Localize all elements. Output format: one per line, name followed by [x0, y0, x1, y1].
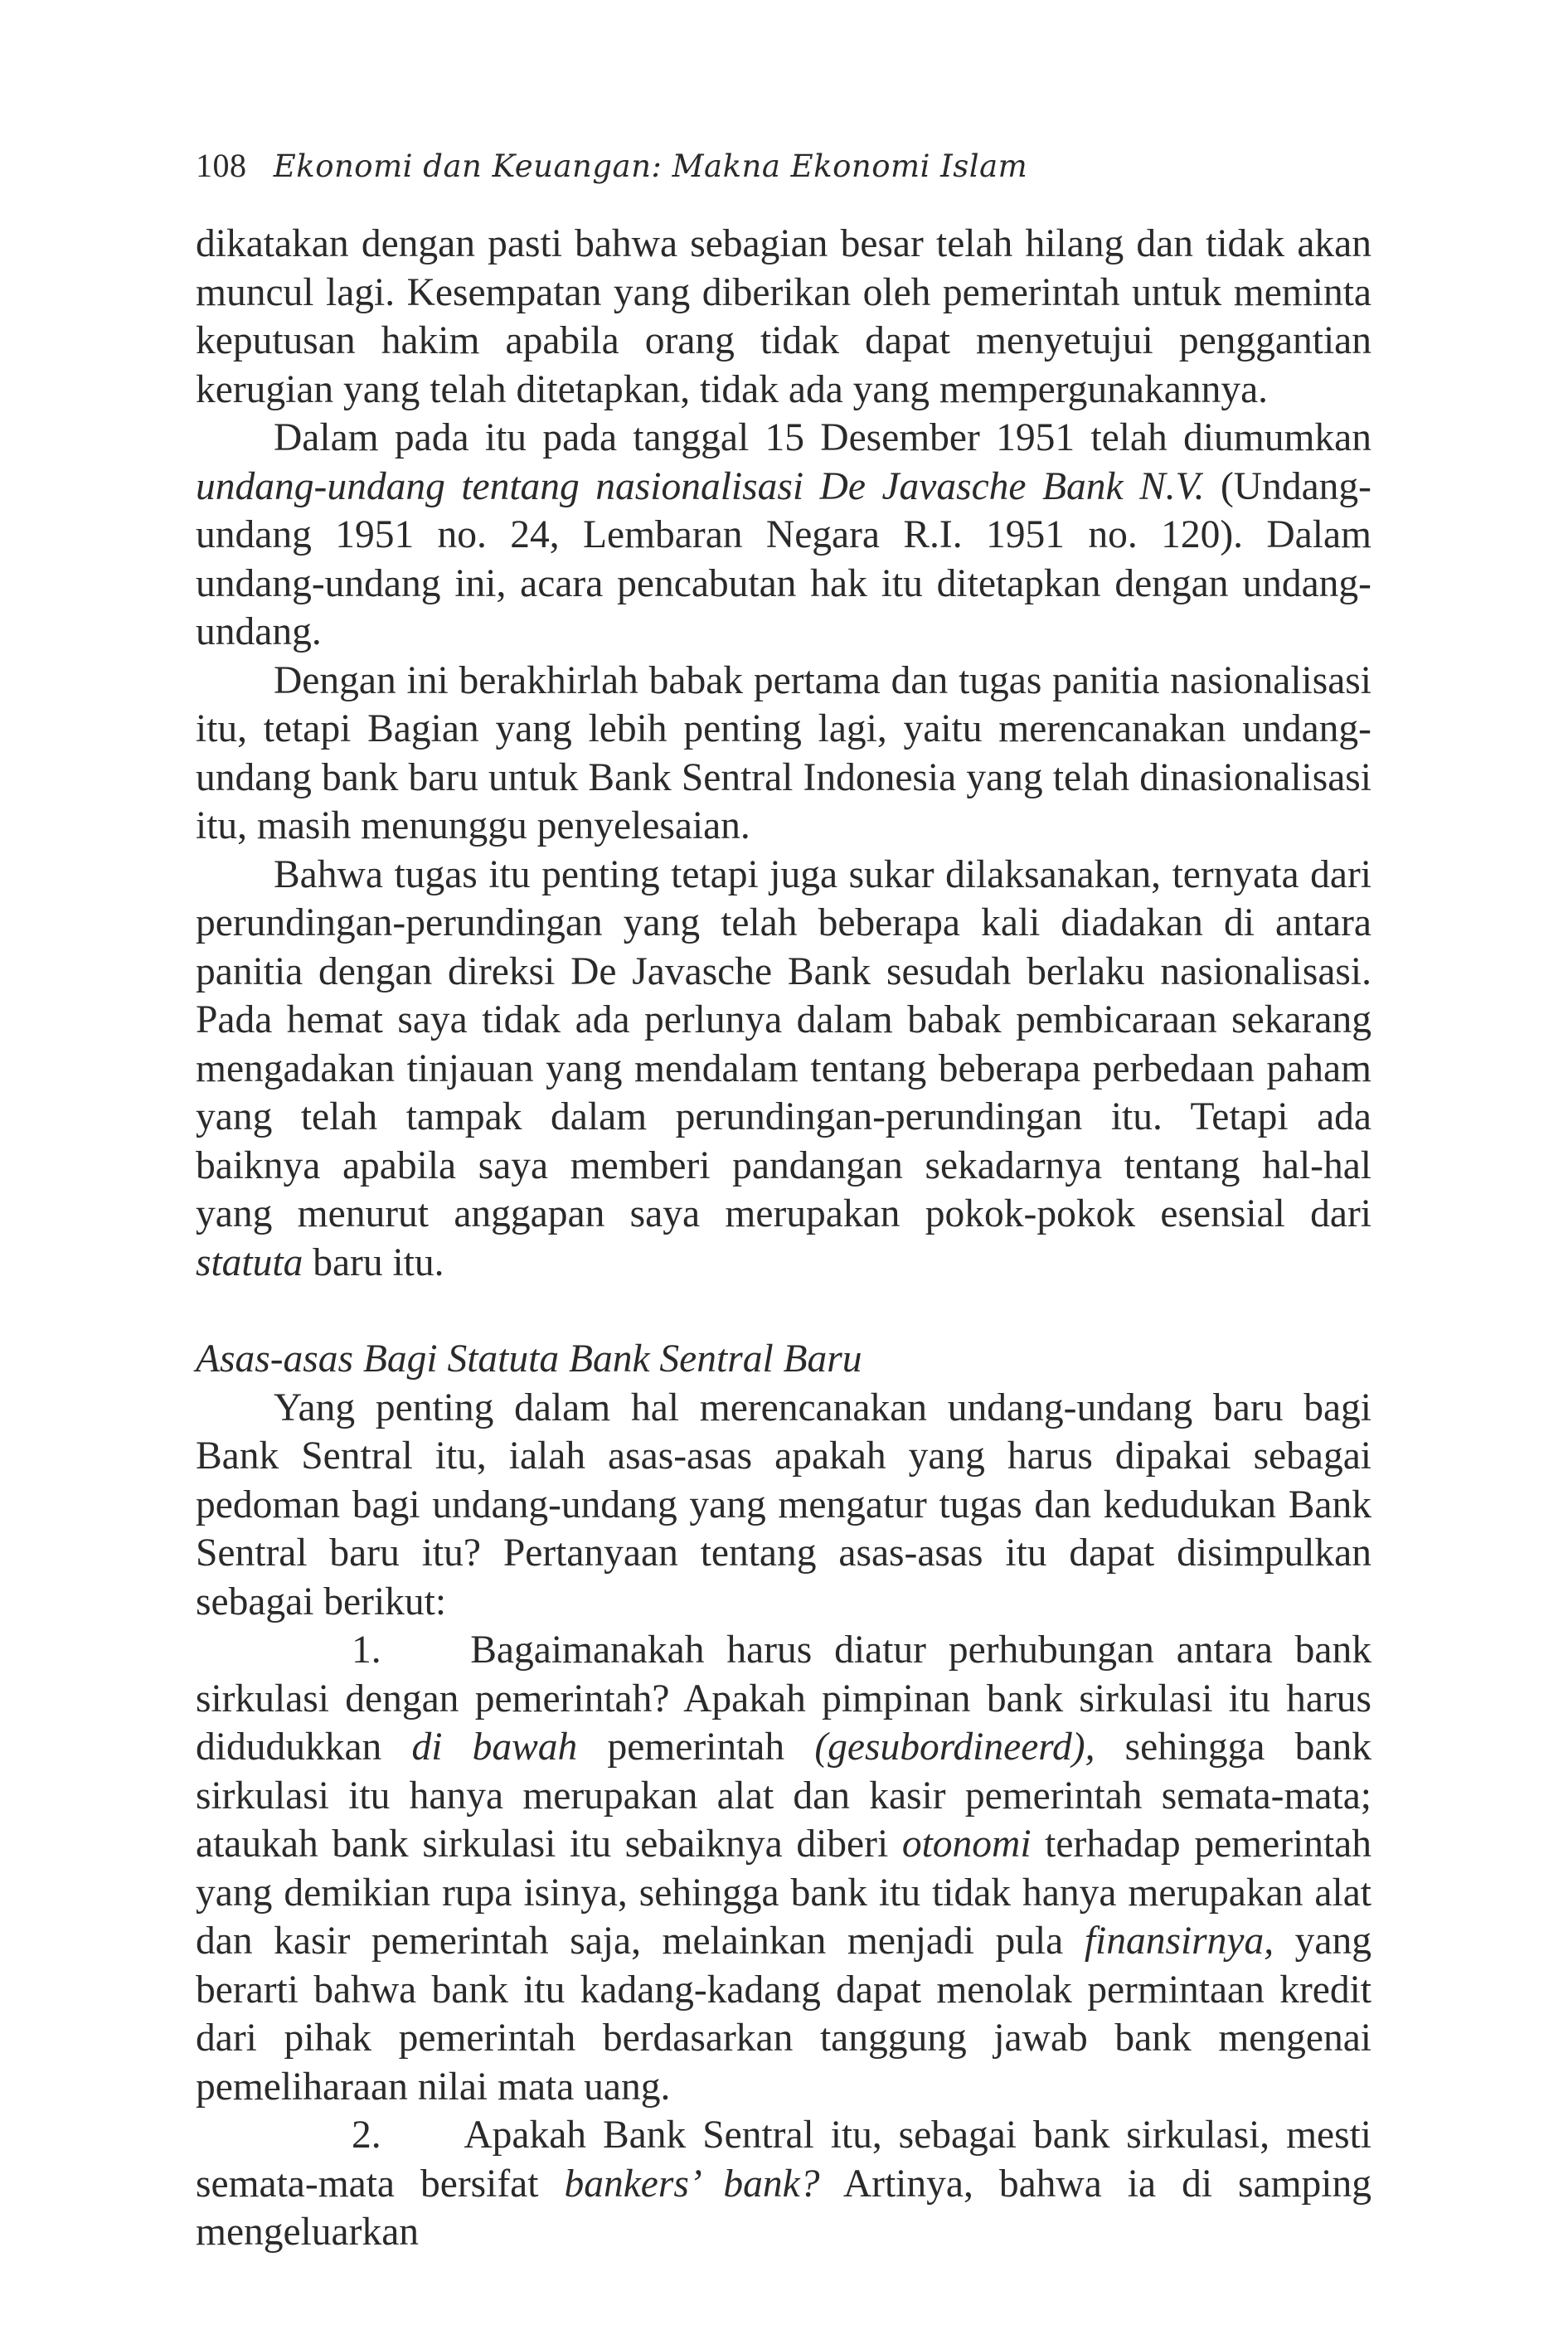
section-heading: Asas-asas Bagi Statuta Bank Sentral Baru — [196, 1337, 862, 1381]
paragraph-1: dikatakan dengan pasti bahwa sebagian besar telah hilang dan tidak akan muncul lagi. Kesempatan yang diberikan oleh pemerintah untuk meminta keputusan hakim apabila orang tidak dapat menyetujui penggantian kerugian yang telah ditetapkan, tidak ada yang mempergunakannya. — [196, 222, 1371, 411]
section-spacer — [196, 1287, 1371, 1335]
list-item-2: 2. Apakah Bank Sentral itu, sebagai bank sirkulasi, mesti semata-mata bersifat bankers’ bank? Artinya, bahwa ia di samping mengeluarkan — [196, 2111, 1371, 2257]
list-item-1: 1. Bagaimanakah harus diatur perhubungan antara bank sirkulasi dengan pemerintah? Apakah pimpinan bank sirkulasi itu harus didudukkan di bawah pemerintah (gesubordineerd), sehingga bank sirkulasi itu hanya merupakan alat dan kasir pemerintah semata-mata; ataukah bank sirkulasi itu sebaiknya diberi otonomi terhadap pemerintah yang demikian rupa isinya, sehingga bank itu tidak hanya merupakan alat dan kasir pemerintah saja, melainkan menjadi pula finansirnya, yang berarti bahwa bank itu kadang-kadang dapat menolak permintaan kredit dari pihak pemerintah berdasarkan tanggung jawab bank mengenai pemeliharaan nilai mata uang. — [196, 1626, 1371, 2111]
paragraph-4: Bahwa tugas itu penting tetapi juga sukar dilaksanakan, ternyata dari perundingan-perundingan yang telah beberapa kali diadakan di antara panitia dengan direksi De Javasche Bank sesudah berlaku nasionalisasi. Pada hemat saya tidak ada perlunya dalam babak pembicaraan sekarang mengadakan tinjauan yang mendalam tentang beberapa perbedaan paham yang telah tampak dalam perundingan-perundingan itu. Tetapi ada baiknya apabila saya memberi pandangan sekadarnya tentang hal-hal yang menurut anggapan saya merupakan pokok-pokok esensial dari statuta baru itu. — [196, 852, 1371, 1284]
list-number: 2. — [352, 2114, 381, 2157]
running-header — [196, 146, 1027, 185]
paragraph-3: Dengan ini berakhirlah babak pertama dan tugas panitia nasionalisasi itu, tetapi Bagian yang lebih penting lagi, yaitu merencanakan undang-undang bank baru untuk Bank Sentral Indonesia yang telah dinasionalisasi itu, masih menunggu penyelesaian. — [196, 658, 1371, 847]
body-text — [196, 220, 1371, 2257]
paragraph-2: Dalam pada itu pada tanggal 15 Desember 1951 telah diumumkan undang-undang tentang nasionalisasi De Javasche Bank N.V. (Undang-undang 1951 no. 24, Lembaran Negara R.I. 1951 no. 120). Dalam undang-undang ini, acara pencabutan hak itu ditetapkan dengan undang-undang. — [196, 416, 1371, 653]
paragraph-5: Yang penting dalam hal merencanakan undang-undang baru bagi Bank Sentral itu, ialah asas-asas apakah yang harus dipakai sebagai pedoman bagi undang-undang yang mengatur tugas dan kedudukan Bank Sentral baru itu? Pertanyaan tentang asas-asas itu dapat disimpulkan sebagai berikut: — [196, 1386, 1371, 1623]
page-number: 108 — [196, 147, 247, 184]
running-title: Ekonomi dan Keuangan: Makna Ekonomi Islam — [273, 148, 1028, 184]
list-number: 1. — [352, 1628, 381, 1672]
italic-law-title: undang-undang tentang nasionalisasi De Javasche Bank N.V. — [196, 464, 1205, 508]
